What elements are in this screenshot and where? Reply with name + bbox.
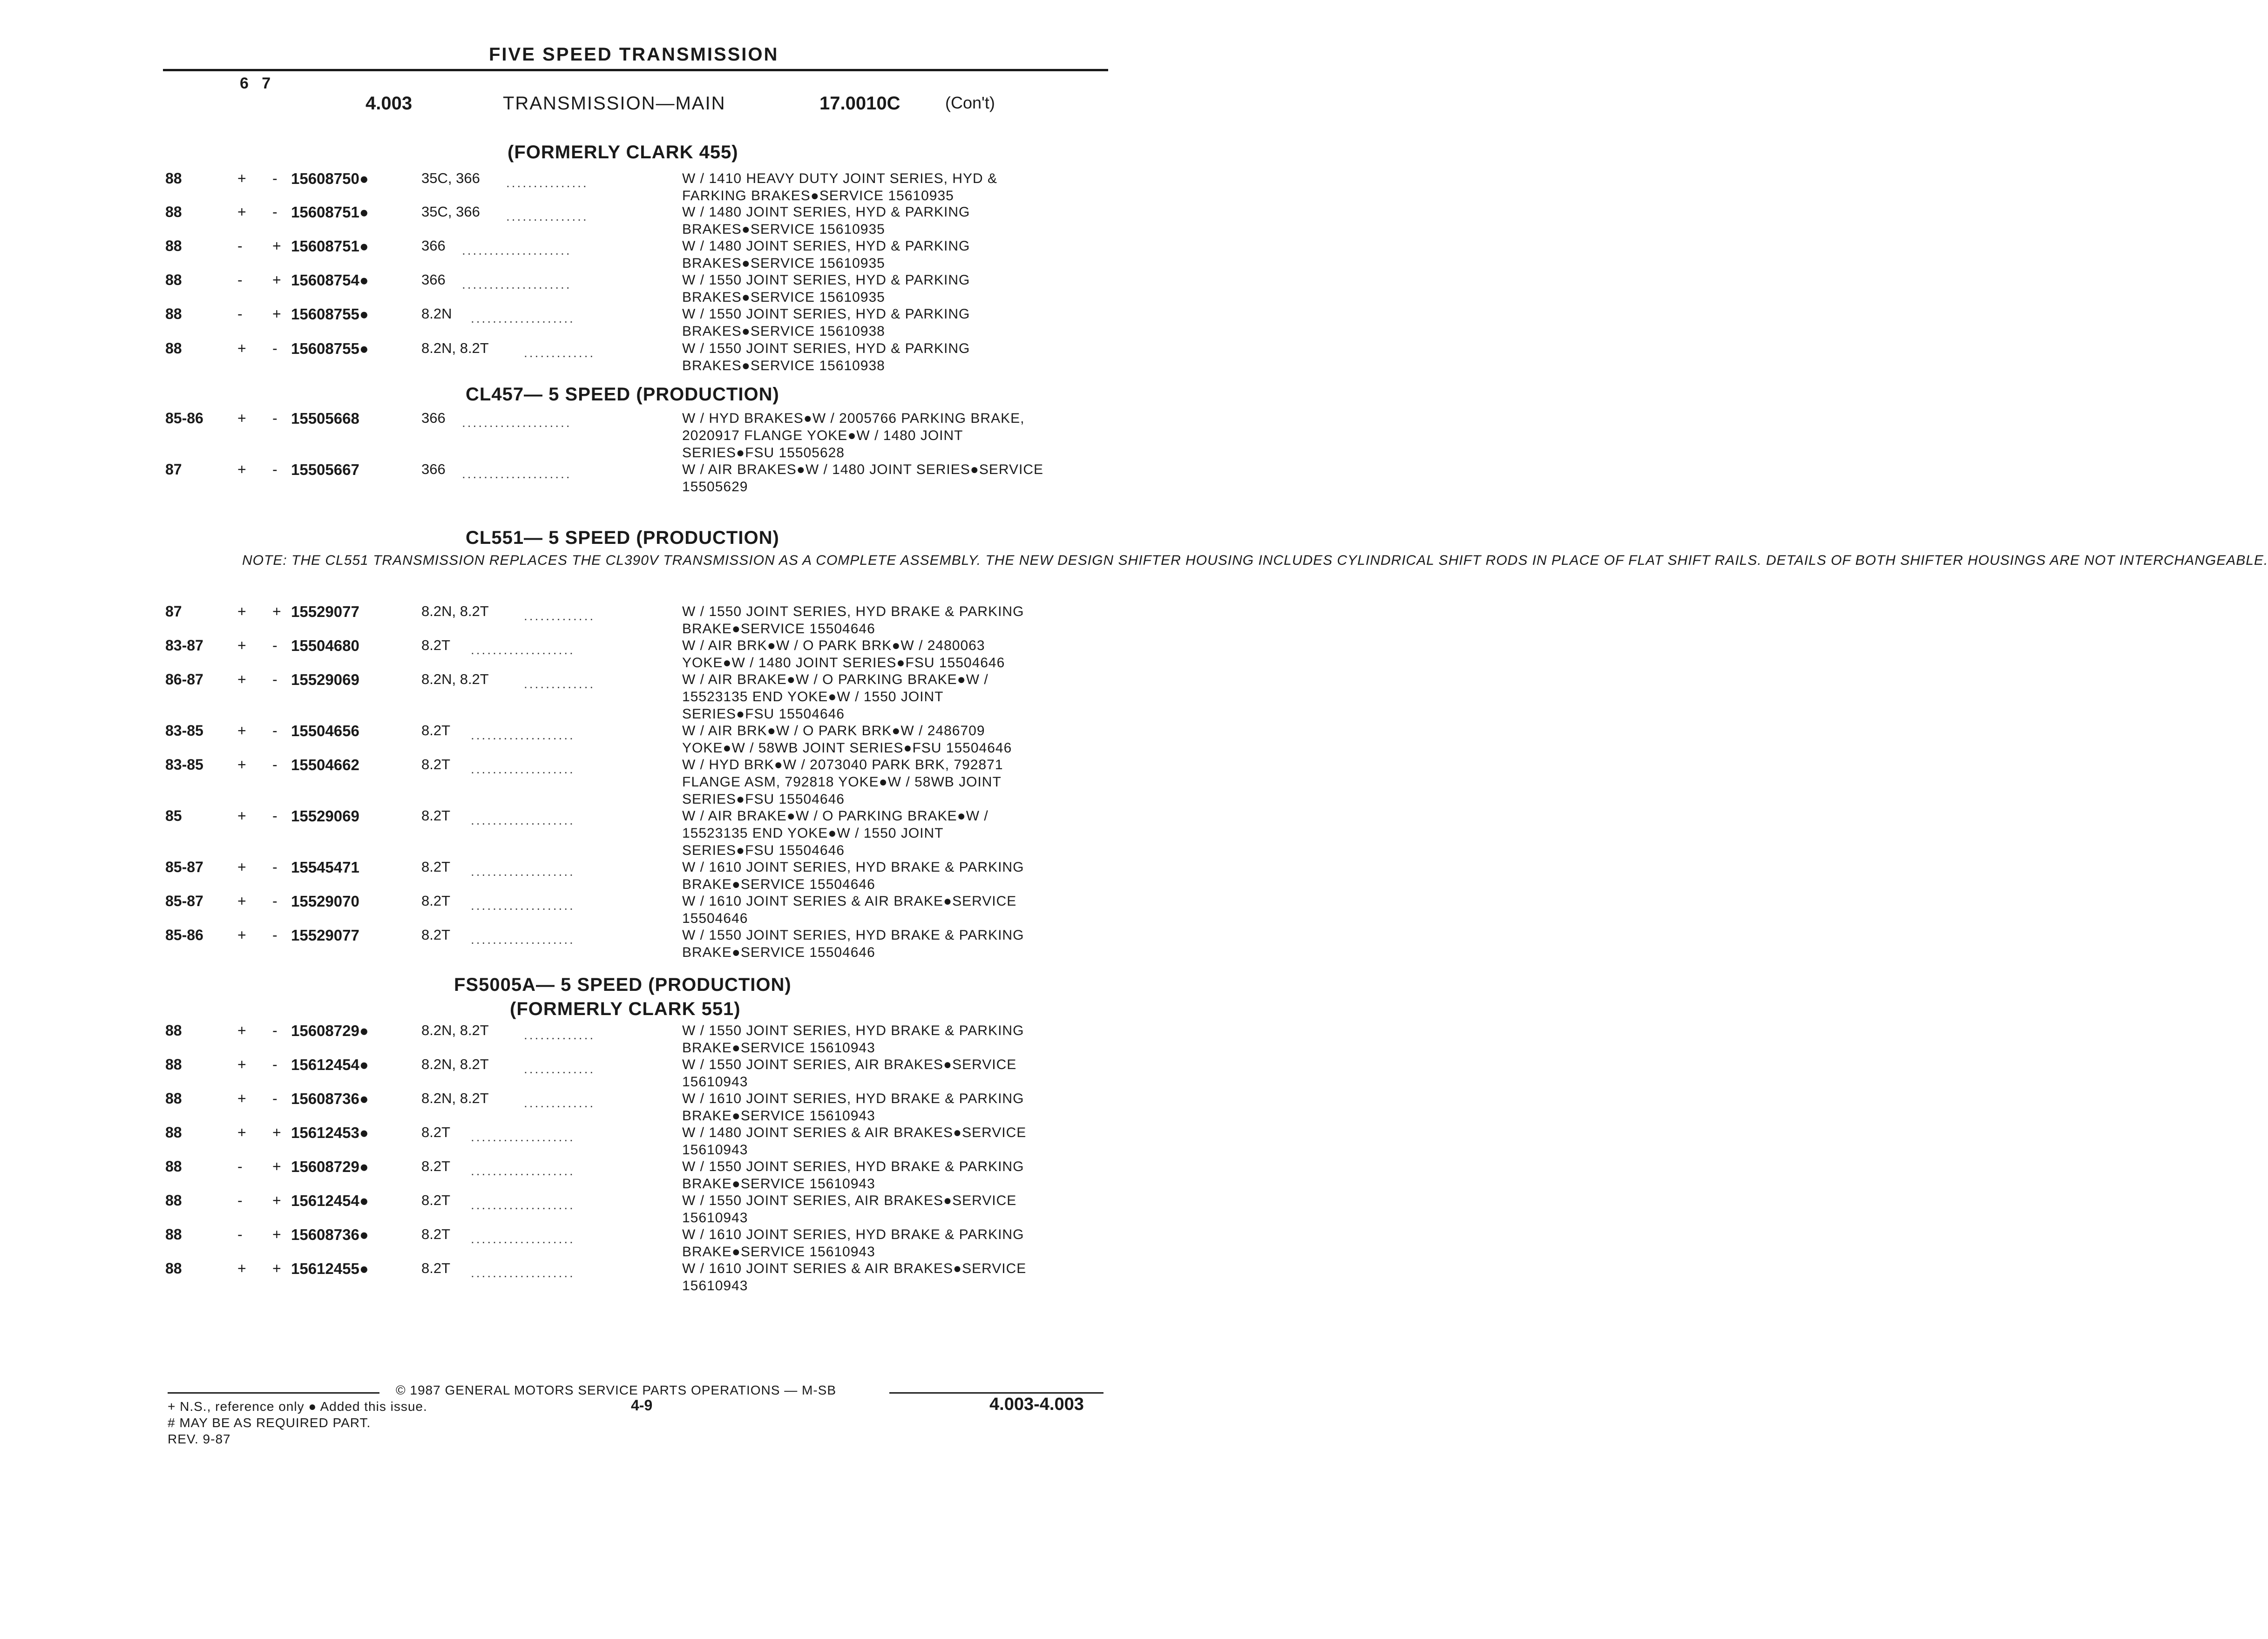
application-code: 8.2T [421, 859, 451, 875]
application-code: 8.2T [421, 756, 451, 772]
application-code: 8.2N [421, 305, 452, 322]
part-description: W / 1550 JOINT SERIES, HYD BRAKE & PARKING BRAKE●SERVICE 15610943 [682, 1023, 1024, 1056]
part-description: W / AIR BRAKE●W / O PARKING BRAKE●W / 15523135 END YOKE●W / 1550 JOINT SERIES●FSU 15504646 [682, 808, 988, 858]
part-description: W / 1550 JOINT SERIES, AIR BRAKES●SERVICE 15610943 [682, 1193, 1017, 1226]
leader-dots: ................... [471, 762, 575, 776]
part-description: W / AIR BRK●W / O PARK BRK●W / 2480063 YOKE●W / 1480 JOINT SERIES●FSU 15504646 [682, 638, 1005, 670]
part-number: 15529070 [291, 893, 359, 910]
model-column-7-mark: - [272, 410, 278, 427]
leader-dots: .................... [462, 415, 572, 430]
leader-dots: ................... [471, 1198, 575, 1212]
leader-dots: ............. [524, 1028, 596, 1042]
leader-dots: ............. [524, 677, 596, 691]
leader-dots: ................... [471, 898, 575, 913]
model-year: 85-87 [165, 859, 203, 875]
table-row [0, 410, 1177, 461]
application-code: 8.2T [421, 1192, 451, 1208]
application-code: 8.2N, 8.2T [421, 671, 489, 687]
model-column-6-mark: + [237, 637, 246, 654]
part-number: 15529077 [291, 927, 359, 944]
model-year: 88 [165, 1124, 182, 1141]
model-column-6-mark: + [237, 671, 246, 688]
part-number: 15608751● [291, 237, 369, 255]
model-column-7-mark: - [272, 671, 278, 688]
part-description: W / AIR BRAKES●W / 1480 JOINT SERIES●SERVICE 15505629 [682, 462, 1044, 494]
application-code: 8.2N, 8.2T [421, 1022, 489, 1038]
model-year: 85 [165, 807, 182, 824]
table-row [0, 237, 1177, 270]
application-code: 35C, 366 [421, 203, 480, 220]
application-code: 8.2T [421, 1124, 451, 1140]
model-year: 86-87 [165, 671, 203, 688]
section-heading-formerly-clark-455: (FORMERLY CLARK 455) [508, 142, 738, 163]
part-description: W / 1550 JOINT SERIES, HYD & PARKING BRAKES●SERVICE 15610938 [682, 306, 970, 339]
application-code: 8.2T [421, 1226, 451, 1242]
leader-dots: ................... [471, 813, 575, 827]
application-code: 8.2T [421, 637, 451, 653]
part-description: W / HYD BRAKES●W / 2005766 PARKING BRAKE, 2020917 FLANGE YOKE●W / 1480 JOINT SERIES●FSU 15505628 [682, 411, 1025, 461]
model-year: 88 [165, 170, 182, 187]
table-row [0, 1192, 1177, 1225]
part-description: W / 1480 JOINT SERIES, HYD & PARKING BRAKES●SERVICE 15610935 [682, 204, 970, 237]
part-number: 15504656 [291, 722, 359, 739]
model-column-6-mark: + [237, 722, 246, 739]
legend-reference-only: + N.S., reference only ● Added this issue. [168, 1399, 427, 1414]
leader-dots: .................... [462, 467, 572, 481]
model-column-7-mark: + [272, 1226, 281, 1243]
table-row [0, 859, 1177, 891]
section-heading-fs5005a: FS5005A— 5 SPEED (PRODUCTION) [454, 975, 792, 995]
footer-rule-right [889, 1392, 1104, 1394]
application-code: 366 [421, 237, 446, 254]
model-column-7-mark: - [272, 461, 278, 478]
leader-dots: ................... [471, 864, 575, 879]
part-description: W / 1480 JOINT SERIES, HYD & PARKING BRAKES●SERVICE 15610935 [682, 238, 970, 271]
model-column-6-mark: + [237, 1090, 246, 1107]
leader-dots: .................... [462, 277, 572, 291]
part-number: 15504680 [291, 637, 359, 654]
model-column-7-mark: - [272, 1090, 278, 1107]
application-code: 35C, 366 [421, 170, 480, 186]
part-number: 15612453● [291, 1124, 369, 1141]
table-row [0, 1022, 1177, 1055]
model-year: 88 [165, 305, 182, 322]
model-column-7-mark: - [272, 893, 278, 909]
part-number: 15529077 [291, 603, 359, 620]
part-number: 15545471 [291, 859, 359, 876]
part-description: W / 1550 JOINT SERIES, HYD & PARKING BRAKES●SERVICE 15610935 [682, 272, 970, 305]
model-column-7-mark: - [272, 170, 278, 187]
table-row [0, 1260, 1177, 1293]
part-description: W / 1550 JOINT SERIES, HYD BRAKE & PARKING BRAKE●SERVICE 15504646 [682, 928, 1024, 960]
leader-dots: ............. [524, 609, 596, 623]
model-year: 88 [165, 1022, 182, 1039]
model-column-7-mark: + [272, 237, 281, 254]
model-column-6-mark: - [237, 1226, 243, 1243]
model-year: 85-86 [165, 927, 203, 943]
model-column-7-mark: - [272, 1056, 278, 1073]
part-description: W / 1480 JOINT SERIES & AIR BRAKES●SERVICE 15610943 [682, 1125, 1027, 1158]
part-number: 15608736● [291, 1226, 369, 1243]
model-column-6-mark: + [237, 170, 246, 187]
model-year: 87 [165, 603, 182, 620]
model-year: 88 [165, 1260, 182, 1277]
part-description: W / AIR BRAKE●W / O PARKING BRAKE●W / 15523135 END YOKE●W / 1550 JOINT SERIES●FSU 15504646 [682, 672, 988, 722]
part-number: 15612454● [291, 1192, 369, 1209]
model-year: 83-85 [165, 756, 203, 773]
model-column-7-mark: - [272, 859, 278, 875]
model-column-6-mark: + [237, 603, 246, 620]
table-row [0, 671, 1177, 722]
table-row [0, 1056, 1177, 1089]
model-year: 88 [165, 271, 182, 288]
application-code: 8.2T [421, 1260, 451, 1276]
table-row [0, 340, 1177, 372]
part-number: 15608729● [291, 1158, 369, 1175]
part-description: W / 1610 JOINT SERIES, HYD BRAKE & PARKING BRAKE●SERVICE 15610943 [682, 1091, 1024, 1124]
continued-label: (Con't) [945, 93, 995, 112]
model-column-7-mark: - [272, 807, 278, 824]
model-year: 88 [165, 1192, 182, 1209]
model-column-7-mark: + [272, 1158, 281, 1175]
model-column-6-mark: + [237, 1260, 246, 1277]
leader-dots: ................... [471, 1266, 575, 1280]
leader-dots: ................... [471, 311, 575, 325]
model-year: 88 [165, 1056, 182, 1073]
part-number: 15505668 [291, 410, 359, 427]
table-row [0, 203, 1177, 236]
model-year: 88 [165, 1226, 182, 1243]
legend-as-required: # MAY BE AS REQUIRED PART. [168, 1416, 371, 1430]
table-row [0, 1226, 1177, 1259]
model-column-6-mark: + [237, 807, 246, 824]
model-column-6-mark: - [237, 305, 243, 322]
section-heading-cl457: CL457— 5 SPEED (PRODUCTION) [466, 384, 779, 405]
footer-rule-left [168, 1392, 379, 1394]
application-code: 8.2T [421, 807, 451, 824]
model-column-7-mark: - [272, 340, 278, 357]
application-code: 8.2T [421, 722, 451, 738]
page-number: 4-9 [631, 1397, 653, 1414]
leader-dots: ............. [524, 1096, 596, 1110]
model-year: 88 [165, 203, 182, 220]
model-year-columns: 6 7 [240, 74, 271, 92]
table-row [0, 756, 1177, 807]
leader-dots: ............... [506, 209, 589, 224]
model-year: 85-86 [165, 410, 203, 427]
part-description: W / HYD BRK●W / 2073040 PARK BRK, 792871 FLANGE ASM, 792818 YOKE●W / 58WB JOINT SERIES●FSU 15504646 [682, 757, 1003, 807]
table-row [0, 637, 1177, 670]
model-column-7-mark: + [272, 1124, 281, 1141]
model-column-6-mark: + [237, 1022, 246, 1039]
part-description: W / AIR BRK●W / O PARK BRK●W / 2486709 YOKE●W / 58WB JOINT SERIES●FSU 15504646 [682, 723, 1012, 756]
part-description: W / 1410 HEAVY DUTY JOINT SERIES, HYD & FARKING BRAKES●SERVICE 15610935 [682, 171, 997, 203]
table-row [0, 722, 1177, 755]
model-column-7-mark: - [272, 927, 278, 943]
model-column-6-mark: + [237, 1124, 246, 1141]
header-rule [163, 69, 1108, 71]
model-column-7-mark: + [272, 603, 281, 620]
group-code: 17.0010C [819, 93, 900, 114]
application-code: 8.2T [421, 893, 451, 909]
table-row [0, 1124, 1177, 1157]
part-number: 15608751● [291, 203, 369, 221]
leader-dots: ................... [471, 1164, 575, 1178]
section-heading-cl551: CL551— 5 SPEED (PRODUCTION) [466, 528, 779, 548]
part-description: W / 1550 JOINT SERIES, HYD BRAKE & PARKING BRAKE●SERVICE 15610943 [682, 1159, 1024, 1192]
part-number: 15504662 [291, 756, 359, 773]
application-code: 8.2T [421, 927, 451, 943]
model-column-7-mark: + [272, 1192, 281, 1209]
part-number: 15505667 [291, 461, 359, 478]
table-row [0, 461, 1177, 494]
application-code: 366 [421, 410, 446, 426]
part-number: 15612455● [291, 1260, 369, 1277]
table-row [0, 893, 1177, 925]
table-row [0, 807, 1177, 858]
part-description: W / 1610 JOINT SERIES, HYD BRAKE & PARKING BRAKE●SERVICE 15504646 [682, 860, 1024, 892]
table-row [0, 170, 1177, 203]
part-number: 15608755● [291, 340, 369, 357]
group-title: TRANSMISSION—MAIN [503, 93, 726, 114]
copyright-notice: © 1987 GENERAL MOTORS SERVICE PARTS OPERATIONS — M-SB [396, 1383, 837, 1397]
model-column-6-mark: - [237, 271, 243, 288]
model-year: 83-85 [165, 722, 203, 739]
model-column-6-mark: + [237, 410, 246, 427]
part-number: 15608729● [291, 1022, 369, 1039]
model-year: 88 [165, 340, 182, 357]
part-number: 15529069 [291, 671, 359, 688]
model-year: 88 [165, 237, 182, 254]
model-column-6-mark: - [237, 1192, 243, 1209]
part-description: W / 1550 JOINT SERIES, HYD BRAKE & PARKING BRAKE●SERVICE 15504646 [682, 604, 1024, 637]
model-column-7-mark: - [272, 203, 278, 220]
application-code: 8.2T [421, 1158, 451, 1174]
model-year: 88 [165, 1158, 182, 1175]
application-code: 8.2N, 8.2T [421, 340, 489, 356]
model-column-6-mark: - [237, 1158, 243, 1175]
application-code: 366 [421, 461, 446, 477]
model-column-6-mark: + [237, 927, 246, 943]
model-year: 87 [165, 461, 182, 478]
application-code: 8.2N, 8.2T [421, 1090, 489, 1106]
leader-dots: ................... [471, 1130, 575, 1144]
application-code: 8.2N, 8.2T [421, 603, 489, 619]
leader-dots: ............... [506, 176, 589, 190]
section-subheading-formerly-clark-551: (FORMERLY CLARK 551) [510, 999, 741, 1019]
model-column-6-mark: + [237, 893, 246, 909]
table-row [0, 271, 1177, 304]
part-description: W / 1550 JOINT SERIES, AIR BRAKES●SERVICE 15610943 [682, 1057, 1017, 1090]
model-column-6-mark: + [237, 340, 246, 357]
model-column-6-mark: + [237, 461, 246, 478]
part-description: W / 1550 JOINT SERIES, HYD & PARKING BRAKES●SERVICE 15610938 [682, 341, 970, 373]
model-column-6-mark: + [237, 859, 246, 875]
leader-dots: .................... [462, 243, 572, 257]
model-column-7-mark: + [272, 271, 281, 288]
section-range: 4.003-4.003 [989, 1395, 1084, 1414]
page-title: FIVE SPEED TRANSMISSION [489, 44, 779, 65]
table-row [0, 1090, 1177, 1123]
part-description: W / 1610 JOINT SERIES & AIR BRAKE●SERVICE 15504646 [682, 894, 1017, 926]
leader-dots: ............. [524, 345, 596, 360]
model-column-7-mark: - [272, 756, 278, 773]
part-number: 15608754● [291, 271, 369, 289]
part-number: 15608736● [291, 1090, 369, 1107]
model-column-7-mark: - [272, 722, 278, 739]
model-year: 88 [165, 1090, 182, 1107]
model-year: 83-87 [165, 637, 203, 654]
table-row [0, 603, 1177, 636]
leader-dots: ................... [471, 643, 575, 657]
part-number: 15612454● [291, 1056, 369, 1073]
part-description: W / 1610 JOINT SERIES, HYD BRAKE & PARKING BRAKE●SERVICE 15610943 [682, 1227, 1024, 1260]
table-row [0, 305, 1177, 338]
leader-dots: ................... [471, 728, 575, 742]
model-year: 85-87 [165, 893, 203, 909]
model-column-6-mark: + [237, 203, 246, 220]
part-number: 15608750● [291, 170, 369, 187]
part-description: W / 1610 JOINT SERIES & AIR BRAKES●SERVICE 15610943 [682, 1261, 1027, 1294]
model-column-7-mark: + [272, 305, 281, 322]
leader-dots: ................... [471, 932, 575, 947]
model-column-6-mark: + [237, 756, 246, 773]
part-number: 15608755● [291, 305, 369, 323]
model-column-7-mark: + [272, 1260, 281, 1277]
part-number: 15529069 [291, 807, 359, 825]
table-row [0, 927, 1177, 959]
table-row [0, 1158, 1177, 1191]
model-column-7-mark: - [272, 637, 278, 654]
application-code: 366 [421, 271, 446, 288]
cl551-note: NOTE: THE CL551 TRANSMISSION REPLACES THE CL390V TRANSMISSION AS A COMPLETE ASSEMBLY. THE NEW DESIGN SHIFTER HOUSING INCLUDES CYLINDRICAL SHIFT RODS IN PLACE OF FLAT SHIFT RAILS. DETAILS OF BOTH SHIFTER HOUSINGS ARE NOT INTERCHANGEABLE. [242, 553, 2268, 568]
revision-date: REV. 9-87 [168, 1432, 231, 1446]
leader-dots: ................... [471, 1232, 575, 1246]
model-column-7-mark: - [272, 1022, 278, 1039]
model-column-6-mark: - [237, 237, 243, 254]
section-number: 4.003 [366, 93, 413, 114]
leader-dots: ............. [524, 1062, 596, 1076]
model-column-6-mark: + [237, 1056, 246, 1073]
application-code: 8.2N, 8.2T [421, 1056, 489, 1072]
